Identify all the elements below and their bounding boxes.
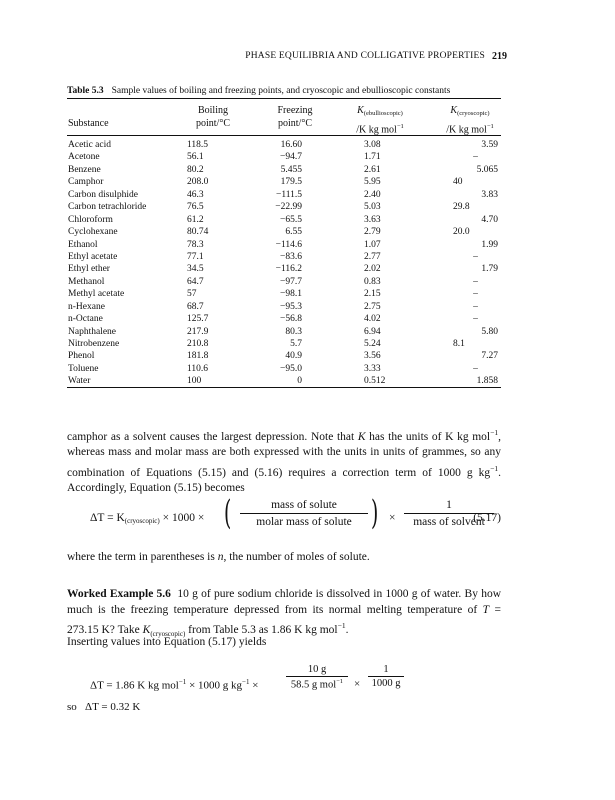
unit-text: /K kg mol xyxy=(446,124,487,136)
cell-k-ebullioscopic: 2.61 xyxy=(364,164,381,175)
page-number: 219 xyxy=(492,51,507,62)
eq2-fraction-2 xyxy=(368,664,404,689)
eq-text: × xyxy=(249,679,259,692)
col-header-freezing xyxy=(265,104,325,130)
cell-boiling-point: 210.8 xyxy=(187,339,209,349)
exponent: −1 xyxy=(337,621,346,630)
cell-substance: Acetic acid xyxy=(68,140,111,150)
table-row xyxy=(0,176,615,188)
text: . Accordingly, Equation (5.15) becomes xyxy=(67,466,501,495)
cell-freezing-point: 6.55 xyxy=(285,227,302,238)
result: ΔT = 0.32 K xyxy=(85,701,141,713)
cell-freezing-point: 80.3 xyxy=(285,326,302,337)
cell-substance: Ethyl acetate xyxy=(68,251,118,262)
cell-freezing-point: −95.0 xyxy=(280,363,302,374)
cell-substance: Acetone xyxy=(68,152,100,163)
cell-boiling-point: 80.74 xyxy=(187,227,209,238)
eq517-lhs xyxy=(90,512,204,525)
text: where the term in parentheses is xyxy=(67,551,218,563)
cell-k-ebullioscopic: 0.83 xyxy=(364,276,381,287)
table-top-rule xyxy=(67,98,501,99)
subscript: (cryoscopic) xyxy=(150,630,186,639)
numerator: 1 xyxy=(368,664,404,677)
cell-freezing-point: −56.8 xyxy=(280,314,302,325)
unit-exponent: −1 xyxy=(396,123,404,130)
cell-freezing-point: −83.6 xyxy=(280,251,302,262)
table-row xyxy=(0,288,615,300)
cell-k-cryoscopic: 20.0 xyxy=(453,227,470,238)
so-label: so xyxy=(67,701,77,713)
exponent: −1 xyxy=(490,463,499,473)
col-header-ebullioscopic xyxy=(340,104,420,136)
cell-k-ebullioscopic: 2.75 xyxy=(364,301,381,312)
eq2-fraction-1 xyxy=(286,664,348,691)
paragraph-1 xyxy=(67,425,501,497)
right-parenthesis: ) xyxy=(370,493,379,533)
cell-freezing-point: −95.3 xyxy=(280,301,302,312)
cell-boiling-point: 208.0 xyxy=(187,177,209,188)
text: camphor as a solvent causes the largest depression. Note that xyxy=(67,430,358,443)
eq-exponent: −1 xyxy=(178,678,187,686)
eq-times: × xyxy=(389,512,396,524)
cell-substance: Chloroform xyxy=(68,214,113,225)
cell-boiling-point: 61.2 xyxy=(187,214,204,225)
cell-freezing-point: 0 xyxy=(297,376,302,387)
cell-k-cryoscopic: 5.065 xyxy=(476,164,498,175)
table-row xyxy=(0,201,615,213)
cell-k-ebullioscopic: 2.15 xyxy=(364,289,381,300)
eq-text: ΔT = 1.86 K kg mol xyxy=(90,679,179,692)
running-header xyxy=(0,51,615,65)
col-header-freezing-line2: point/°C xyxy=(277,118,312,129)
cell-freezing-point: −114.6 xyxy=(275,239,302,250)
cell-boiling-point: 78.3 xyxy=(187,239,204,250)
eq-text: × 1000 × xyxy=(162,512,205,524)
running-title: PHASE EQUILIBRIA AND COLLIGATIVE PROPERTIES xyxy=(245,51,485,61)
cell-substance: Toluene xyxy=(68,363,99,374)
paragraph-2 xyxy=(67,550,501,566)
cell-freezing-point: −98.1 xyxy=(280,289,302,300)
text-italic: K xyxy=(357,430,366,443)
table-row xyxy=(0,239,615,251)
unit-text: /K kg mol xyxy=(356,124,397,136)
cell-boiling-point: 100 xyxy=(187,376,202,387)
cell-freezing-point: −97.7 xyxy=(280,276,302,287)
cell-k-cryoscopic: – xyxy=(473,363,478,374)
exponent: −1 xyxy=(490,428,499,437)
cell-substance: Carbon disulphide xyxy=(68,189,138,200)
cell-freezing-point: −116.2 xyxy=(275,264,302,275)
cell-freezing-point: −111.5 xyxy=(275,189,302,200)
cell-boiling-point: 217.9 xyxy=(187,326,209,337)
eq-times: × xyxy=(354,678,361,690)
cell-boiling-point: 77.1 xyxy=(187,251,204,262)
eq-text: ΔT = K xyxy=(90,512,125,524)
cell-substance: Camphor xyxy=(68,177,104,188)
cell-k-cryoscopic: 3.83 xyxy=(481,189,498,200)
table-row xyxy=(0,164,615,176)
cell-k-ebullioscopic: 5.95 xyxy=(364,177,381,188)
cell-k-cryoscopic: – xyxy=(473,152,478,163)
cell-substance: Phenol xyxy=(68,351,95,362)
cell-k-ebullioscopic: 6.94 xyxy=(364,326,381,337)
cell-freezing-point: −65.5 xyxy=(280,214,302,225)
denominator: molar mass of solute xyxy=(256,516,352,528)
cell-substance: Nitrobenzene xyxy=(68,339,120,349)
text-italic: K xyxy=(142,623,151,636)
cell-substance: Methyl acetate xyxy=(68,289,125,300)
table-row xyxy=(0,139,615,151)
text: , whereas mass and molar mass are both expressed with the units in units of grammes, so any combination of Equations (5.15) and (5.16) requires a correction term of 1000 g kg xyxy=(67,430,501,479)
cell-boiling-point: 76.5 xyxy=(187,202,204,213)
col-header-boiling-line1: Boiling xyxy=(197,105,228,116)
cell-boiling-point: 56.1 xyxy=(187,152,204,163)
table-row xyxy=(0,276,615,288)
cell-substance: Naphthalene xyxy=(68,326,117,337)
col-header-freezing-line1: Freezing xyxy=(277,105,313,116)
cell-substance: Cyclohexane xyxy=(68,227,118,238)
cell-boiling-point: 64.7 xyxy=(187,276,204,287)
text-italic: T xyxy=(482,603,490,616)
cell-k-ebullioscopic: 2.02 xyxy=(364,264,381,275)
example-title: Worked Example 5.6 xyxy=(67,588,171,600)
table-row xyxy=(0,350,615,362)
cell-boiling-point: 80.2 xyxy=(187,164,204,175)
cell-k-ebullioscopic: 2.40 xyxy=(364,189,381,200)
col-header-cryoscopic xyxy=(430,104,510,136)
text: , the number of moles of solute. xyxy=(223,551,370,563)
cell-k-ebullioscopic: 5.24 xyxy=(364,339,381,349)
col-header-substance: Substance xyxy=(68,118,109,129)
col-header-boiling-line2: point/°C xyxy=(195,118,230,129)
den-text: 58.5 g mol xyxy=(290,679,337,691)
table-row xyxy=(0,338,615,350)
text: . xyxy=(345,623,349,636)
cell-substance: Ethyl ether xyxy=(68,264,110,275)
cell-freezing-point: −22.99 xyxy=(275,202,302,213)
cell-substance: Methanol xyxy=(68,276,105,287)
k-symbol: K xyxy=(357,105,364,116)
cell-boiling-point: 46.3 xyxy=(187,189,204,200)
numerator: 1 xyxy=(404,499,494,514)
equation-number: (5.17) xyxy=(473,512,501,524)
table-row xyxy=(0,251,615,263)
cell-freezing-point: 179.5 xyxy=(280,177,302,188)
cell-k-ebullioscopic: 2.79 xyxy=(364,227,381,238)
cell-boiling-point: 118.5 xyxy=(187,140,209,150)
table-row xyxy=(0,214,615,226)
table-body xyxy=(0,139,615,388)
cell-k-cryoscopic: 1.79 xyxy=(481,264,498,275)
unit-exponent: −1 xyxy=(486,123,494,130)
cell-k-ebullioscopic: 3.56 xyxy=(364,351,381,362)
table-row xyxy=(0,263,615,275)
cell-boiling-point: 57 xyxy=(187,289,197,300)
cell-substance: Benzene xyxy=(68,164,101,175)
cell-boiling-point: 125.7 xyxy=(187,314,209,325)
table-row xyxy=(0,301,615,313)
cell-boiling-point: 110.6 xyxy=(187,363,209,374)
cell-k-ebullioscopic: 1.07 xyxy=(364,239,381,250)
cell-substance: Water xyxy=(68,376,91,387)
text: from Table 5.3 as 1.86 K kg mol xyxy=(185,623,338,636)
table-label: Table 5.3 xyxy=(67,86,104,96)
cell-k-cryoscopic: 4.70 xyxy=(481,214,498,225)
cell-k-cryoscopic: 5.80 xyxy=(481,326,498,337)
cell-freezing-point: −94.7 xyxy=(280,152,302,163)
col-header-boiling xyxy=(183,104,243,130)
text: 10 g of pure sodium chloride is dissolved in 1000 g of water. By how much is the freezing temperature depressed from its normal melting temperature of xyxy=(67,588,501,616)
cell-k-cryoscopic: – xyxy=(473,289,478,300)
cell-substance: n-Hexane xyxy=(68,301,105,312)
cell-boiling-point: 34.5 xyxy=(187,264,204,275)
eq517-fraction-1 xyxy=(240,499,368,528)
table-row xyxy=(0,226,615,238)
cell-k-ebullioscopic: 1.71 xyxy=(364,152,381,163)
cell-freezing-point: 40.9 xyxy=(285,351,302,362)
cell-boiling-point: 181.8 xyxy=(187,351,209,362)
table-row xyxy=(0,326,615,338)
table-row xyxy=(0,363,615,375)
text: has the units of K kg mol xyxy=(365,430,491,443)
cell-substance: n-Octane xyxy=(68,314,103,325)
cell-k-ebullioscopic: 0.512 xyxy=(364,376,386,387)
numerator: 10 g xyxy=(286,664,348,677)
table-row xyxy=(0,375,615,387)
cell-k-cryoscopic: – xyxy=(473,301,478,312)
cell-substance: Carbon tetrachloride xyxy=(68,202,147,213)
table-row xyxy=(0,313,615,325)
cell-k-ebullioscopic: 3.08 xyxy=(364,140,381,150)
paragraph-4: Inserting values into Equation (5.17) yields xyxy=(67,636,267,648)
den-exponent: −1 xyxy=(336,678,344,685)
denominator: mass of solvent xyxy=(413,516,485,528)
numerator: mass of solute xyxy=(240,499,368,514)
cell-k-cryoscopic: 3.59 xyxy=(481,140,498,150)
cell-k-cryoscopic: – xyxy=(473,276,478,287)
table-row xyxy=(0,189,615,201)
eq-subscript: (cryoscopic) xyxy=(124,517,160,525)
left-parenthesis: ( xyxy=(223,493,232,533)
cell-k-ebullioscopic: 3.63 xyxy=(364,214,381,225)
cell-k-cryoscopic: 29.8 xyxy=(453,202,470,213)
cell-k-ebullioscopic: 3.33 xyxy=(364,363,381,374)
cell-k-cryoscopic: 7.27 xyxy=(481,351,498,362)
cell-k-ebullioscopic: 4.02 xyxy=(364,314,381,325)
cell-freezing-point: 16.60 xyxy=(280,140,302,150)
denominator xyxy=(286,677,348,691)
cell-freezing-point: 5.455 xyxy=(280,164,302,175)
cell-k-ebullioscopic: 2.77 xyxy=(364,251,381,262)
eq-exponent: −1 xyxy=(242,678,250,686)
cell-k-cryoscopic: 40 xyxy=(453,177,463,188)
so-line xyxy=(67,701,140,713)
k-subscript: (cryoscopic) xyxy=(457,110,490,117)
k-subscript: (ebullioscopic) xyxy=(363,110,403,117)
cell-k-cryoscopic: 1.858 xyxy=(476,376,498,387)
cell-k-cryoscopic: – xyxy=(473,251,478,262)
cell-boiling-point: 68.7 xyxy=(187,301,204,312)
cell-k-ebullioscopic: 5.03 xyxy=(364,202,381,213)
table-caption xyxy=(67,86,450,96)
cell-k-cryoscopic: – xyxy=(473,314,478,325)
cell-k-cryoscopic: 1.99 xyxy=(481,239,498,250)
cell-k-cryoscopic: 8.1 xyxy=(453,339,465,349)
denominator: 1000 g xyxy=(371,678,401,689)
eq2-lhs xyxy=(90,678,258,692)
cell-freezing-point: 5.7 xyxy=(290,339,302,349)
table-row xyxy=(0,151,615,163)
text: = 273.15 K? Take xyxy=(67,603,501,636)
cell-substance: Ethanol xyxy=(68,239,98,250)
text-italic: n xyxy=(217,551,224,563)
table-caption-text: Sample values of boiling and freezing points, and cryoscopic and ebullioscopic constants xyxy=(111,86,451,96)
eq-text: × 1000 g kg xyxy=(186,679,243,692)
k-symbol: K xyxy=(450,105,458,116)
